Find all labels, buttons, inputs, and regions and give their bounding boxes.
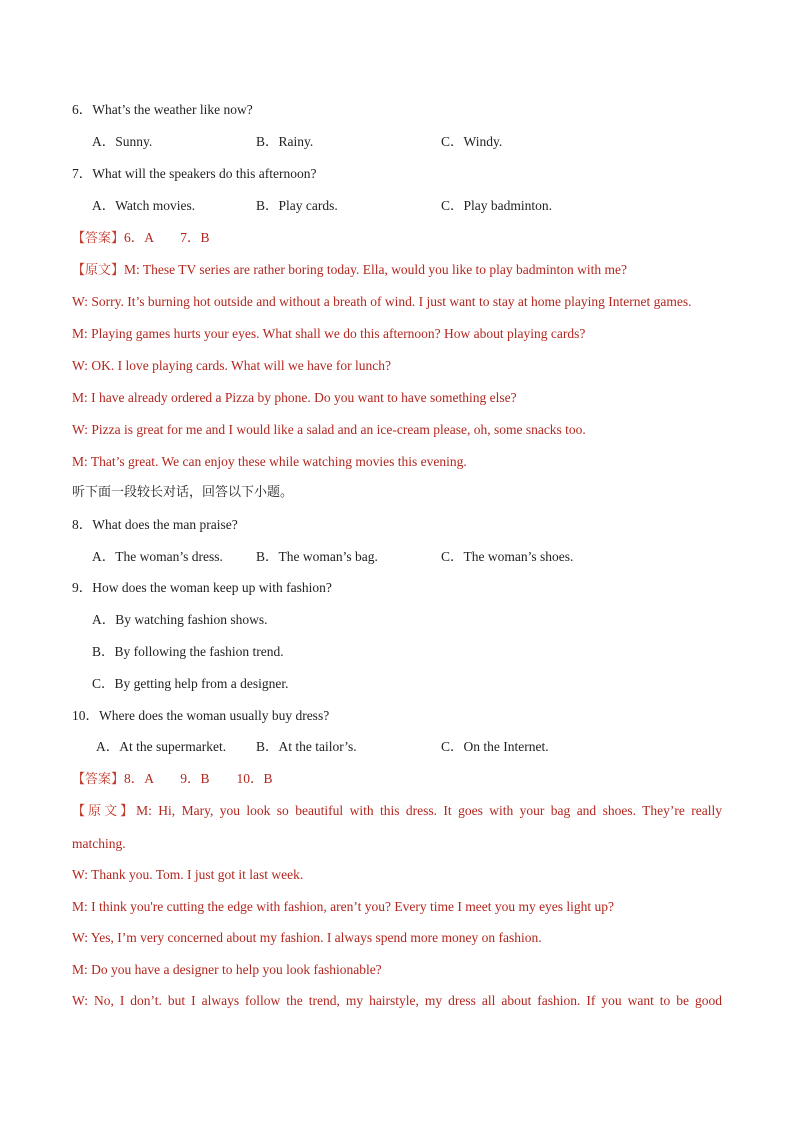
transcript-tag: 【原文】 — [72, 804, 137, 819]
q9-option-c: C．By getting help from a designer. — [92, 676, 289, 691]
transcript-1-line-5: M: I have already ordered a Pizza by phone. Do you want to have something else? — [72, 390, 517, 405]
answer-block-1 — [72, 229, 210, 248]
transcript-1-line-2: W: Sorry. It’s burning hot outside and without a breath of wind. I just want to stay at home playing Internet games. — [72, 294, 692, 309]
transcript-2-line-5: M: Do you have a designer to help you look fashionable? — [72, 962, 382, 977]
transcript-1-line-3: M: Playing games hurts your eyes. What shall we do this afternoon? How about playing cards? — [72, 326, 586, 341]
question-7: 7．What will the speakers do this afternoon? — [72, 166, 317, 181]
question-9: 9．How does the woman keep up with fashion? — [72, 580, 332, 595]
transcript-2-line-4: W: Yes, I’m very concerned about my fashion. I always spend more money on fashion. — [72, 930, 542, 945]
transcript-1-line-7: M: That’s great. We can enjoy these while watching movies this evening. — [72, 454, 467, 469]
answer-tag: 【答案】 — [72, 231, 125, 246]
q9-option-a: A．By watching fashion shows. — [92, 612, 268, 627]
transcript-text: M: These TV series are rather boring today. Ella, would you like to play badminton with me? — [124, 262, 628, 277]
q10-option-b: B．At the tailor’s. — [256, 739, 357, 754]
q9-option-b: B．By following the fashion trend. — [92, 644, 284, 659]
answer-tag: 【答案】 — [72, 772, 125, 787]
answer-text: 8．A 9．B 10．B — [124, 771, 273, 786]
transcript-2-line-6: W: No, I don’t. but I always follow the trend, my hairstyle, my dress all about fashion. If you want to be good — [72, 993, 722, 1008]
q8-option-a: A．The woman’s dress. — [92, 549, 223, 564]
transcript-2-paragraph-1 — [72, 795, 722, 860]
q6-option-b: B．Rainy. — [256, 134, 314, 149]
answer-block-2 — [72, 770, 273, 789]
transcript-2-line-2: W: Thank you. Tom. I just got it last week. — [72, 867, 304, 882]
q6-option-c: C．Windy. — [441, 134, 503, 149]
q7-option-b: B．Play cards. — [256, 198, 338, 213]
q7-option-c: C．Play badminton. — [441, 198, 552, 213]
q8-option-c: C．The woman’s shoes. — [441, 549, 574, 564]
q8-option-b: B．The woman’s bag. — [256, 549, 378, 564]
transcript-2-paragraph-2 — [72, 985, 722, 1017]
transcript-2-line-1-cont: matching. — [72, 836, 126, 851]
q10-option-c: C．On the Internet. — [441, 739, 549, 754]
question-8: 8．What does the man praise? — [72, 517, 238, 532]
transcript-1-line-1 — [72, 261, 627, 280]
section-heading: 听下面一段较长对话，回答以下小题。 — [72, 485, 294, 500]
q6-option-a: A．Sunny. — [92, 134, 153, 149]
question-10: 10．Where does the woman usually buy dress? — [72, 708, 330, 723]
transcript-1-line-6: W: Pizza is great for me and I would like a salad and an ice-cream please, oh, some snacks too. — [72, 422, 586, 437]
q7-option-a: A．Watch movies. — [92, 198, 196, 213]
transcript-tag: 【原文】 — [72, 263, 125, 278]
transcript-2-line-1 — [72, 795, 722, 828]
transcript-1-line-4: W: OK. I love playing cards. What will we have for lunch? — [72, 358, 392, 373]
answer-text: 6．A 7．B — [124, 230, 210, 245]
question-6: 6．What’s the weather like now? — [72, 102, 253, 117]
q10-option-a: A．At the supermarket. — [96, 739, 227, 754]
transcript-text: M: Hi, Mary, you look so beautiful with this dress. It goes with your bag and shoes. They’re really — [136, 803, 722, 818]
transcript-2-line-3: M: I think you're cutting the edge with fashion, aren’t you? Every time I meet you my eyes light up? — [72, 899, 615, 914]
